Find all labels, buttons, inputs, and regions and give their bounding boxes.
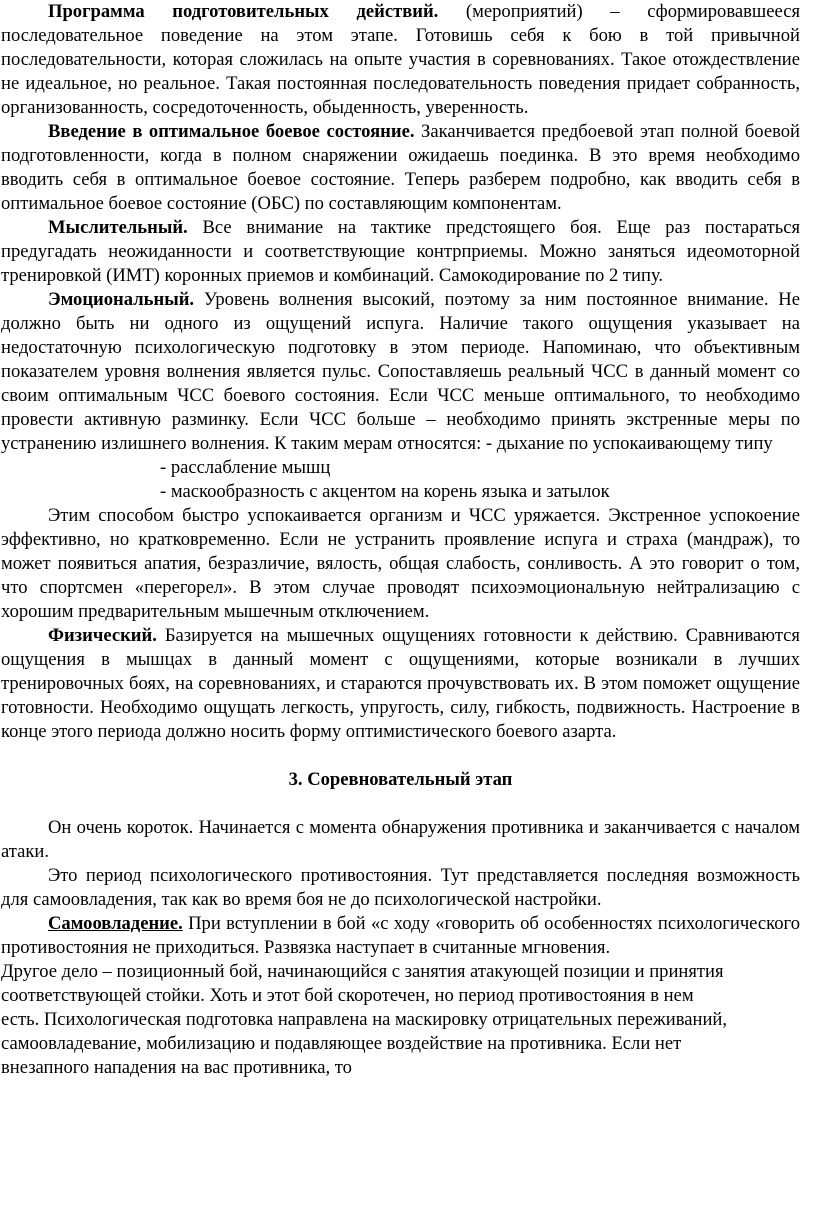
paragraph-optimal-state — [1, 120, 800, 216]
paragraph-calming: Этим способом быстро успокаивается организм и ЧСС уряжается. Экстренное успокоение эффективно, но кратковременно. Если не устранить проявление испуга и страха (мандраж), то может появиться апатия, безразличие, вялость, общая слабость, сонливость. А это говорит о том, что спортсмен «перегорел». В этом случае проводят психоэмоциональную нейтрализацию с хорошим предварительным мышечным отключением. — [1, 505, 800, 622]
paragraph-text: При вступлении в бой «с ходу «говорить об особенностях психологического противостояния не приходиться. Развязка наступает в считанные мгновения. — [1, 913, 800, 958]
paragraph-confrontation: Это период психологического противостояния. Тут представляется последняя возможность для самоовладения, так как во время боя не до психологической настройки. — [1, 865, 800, 910]
paragraph-text: Все внимание на тактике предстоящего боя. Еще раз постараться предугадать неожиданности и соответствующие контрприемы. Можно заняться идеомоторной тренировкой (ИМТ) коронных приемов и комбинаций. Самокодирование по 2 типу. — [1, 217, 800, 286]
paragraph-emotional — [1, 288, 800, 456]
paragraph-text: Базируется на мышечных ощущениях готовности к действию. Сравниваются ощущения в мышцах в данный момент с ощущениями, которые возникали в лучших тренировочных боях, на соревнованиях, и стараются прочувствовать их. В этом поможет ощущение готовности. Необходимо ощущать легкость, упругость, силу, гибкость, подвижность. Настроение в конце этого периода должно носить форму оптимистического боевого азарта. — [1, 625, 800, 742]
paragraph-mental — [1, 216, 800, 288]
paragraph-text: (мероприятий) – сформировавшееся последовательное поведение на этом этапе. Готовишь себя к бою в той привычной последовательности, которая сложилась на опыте участия в соревнованиях. Такое отождествление не идеальное, но реальное. Такая постоянная последовательность поведения придает собранность, организованность, сосредоточенность, обыденность, уверенность. — [1, 1, 801, 118]
text-line: самоовладевание, мобилизацию и подавляющее воздействие на противника. Если нет — [1, 1033, 682, 1054]
term-preparatory-actions: Программа подготовительных действий. — [48, 1, 439, 22]
text-line: Другое дело – позиционный бой, начинающийся с занятия атакующей позиции и принятия — [1, 961, 724, 982]
text-line: соответствующей стойки. Хоть и этот бой скоротечен, но период противостояния в нем — [1, 985, 694, 1006]
list-item: - расслабление мышц — [160, 457, 331, 478]
paragraph-physical — [1, 624, 800, 744]
paragraph-short-stage: Он очень короток. Начинается с момента обнаружения противника и заканчивается с началом атаки. — [1, 817, 800, 862]
section-heading: 3. Соревновательный этап — [288, 769, 513, 790]
paragraph-preparatory-actions — [1, 0, 800, 120]
text-line: есть. Психологическая подготовка направлена на маскировку отрицательных переживаний, — [1, 1009, 727, 1030]
term-underline: Самоовладение. — [48, 913, 183, 934]
paragraph-positional-fight — [1, 960, 800, 1080]
list-item: - маскообразность с акцентом на корень языка и затылок — [160, 481, 610, 502]
term-mental: Мыслительный. — [48, 217, 188, 238]
text-line: внезапного нападения на вас противника, то — [1, 1057, 352, 1078]
term-self-control — [48, 913, 183, 934]
term-optimal-state: Введение в оптимальное боевое состояние. — [48, 121, 415, 142]
term-physical: Физический. — [48, 625, 157, 646]
paragraph-self-control — [1, 912, 800, 960]
paragraph-text: Уровень волнения высокий, поэтому за ним постоянное внимание. Не должно быть ни одного из ощущений испуга. Наличие такого ощущения указывает на недостаточную психологическую подготовку в этом периоде. Напоминаю, что объективным показателем уровня волнения является пульс. Сопоставляешь реальный ЧСС в данный момент со своим оптимальным ЧСС боевого состояния. Если ЧСС меньше оптимального, то необходимо провести активную разминку. Если ЧСС больше – необходимо принять экстренные меры по устранению излишнего волнения. К таким мерам относятся: - дыхание по успокаивающему типу — [1, 289, 800, 454]
paragraph-text: Заканчивается предбоевой этап полной боевой подготовленности, когда в полном снаряжении ожидаешь поединка. В это время необходимо вводить себя в оптимальное боевое состояние. Теперь разберем подробно, как вводить себя в оптимальное боевое состояние (ОБС) по составляющим компонентам. — [1, 121, 800, 214]
term-emotional: Эмоциональный. — [48, 289, 195, 310]
